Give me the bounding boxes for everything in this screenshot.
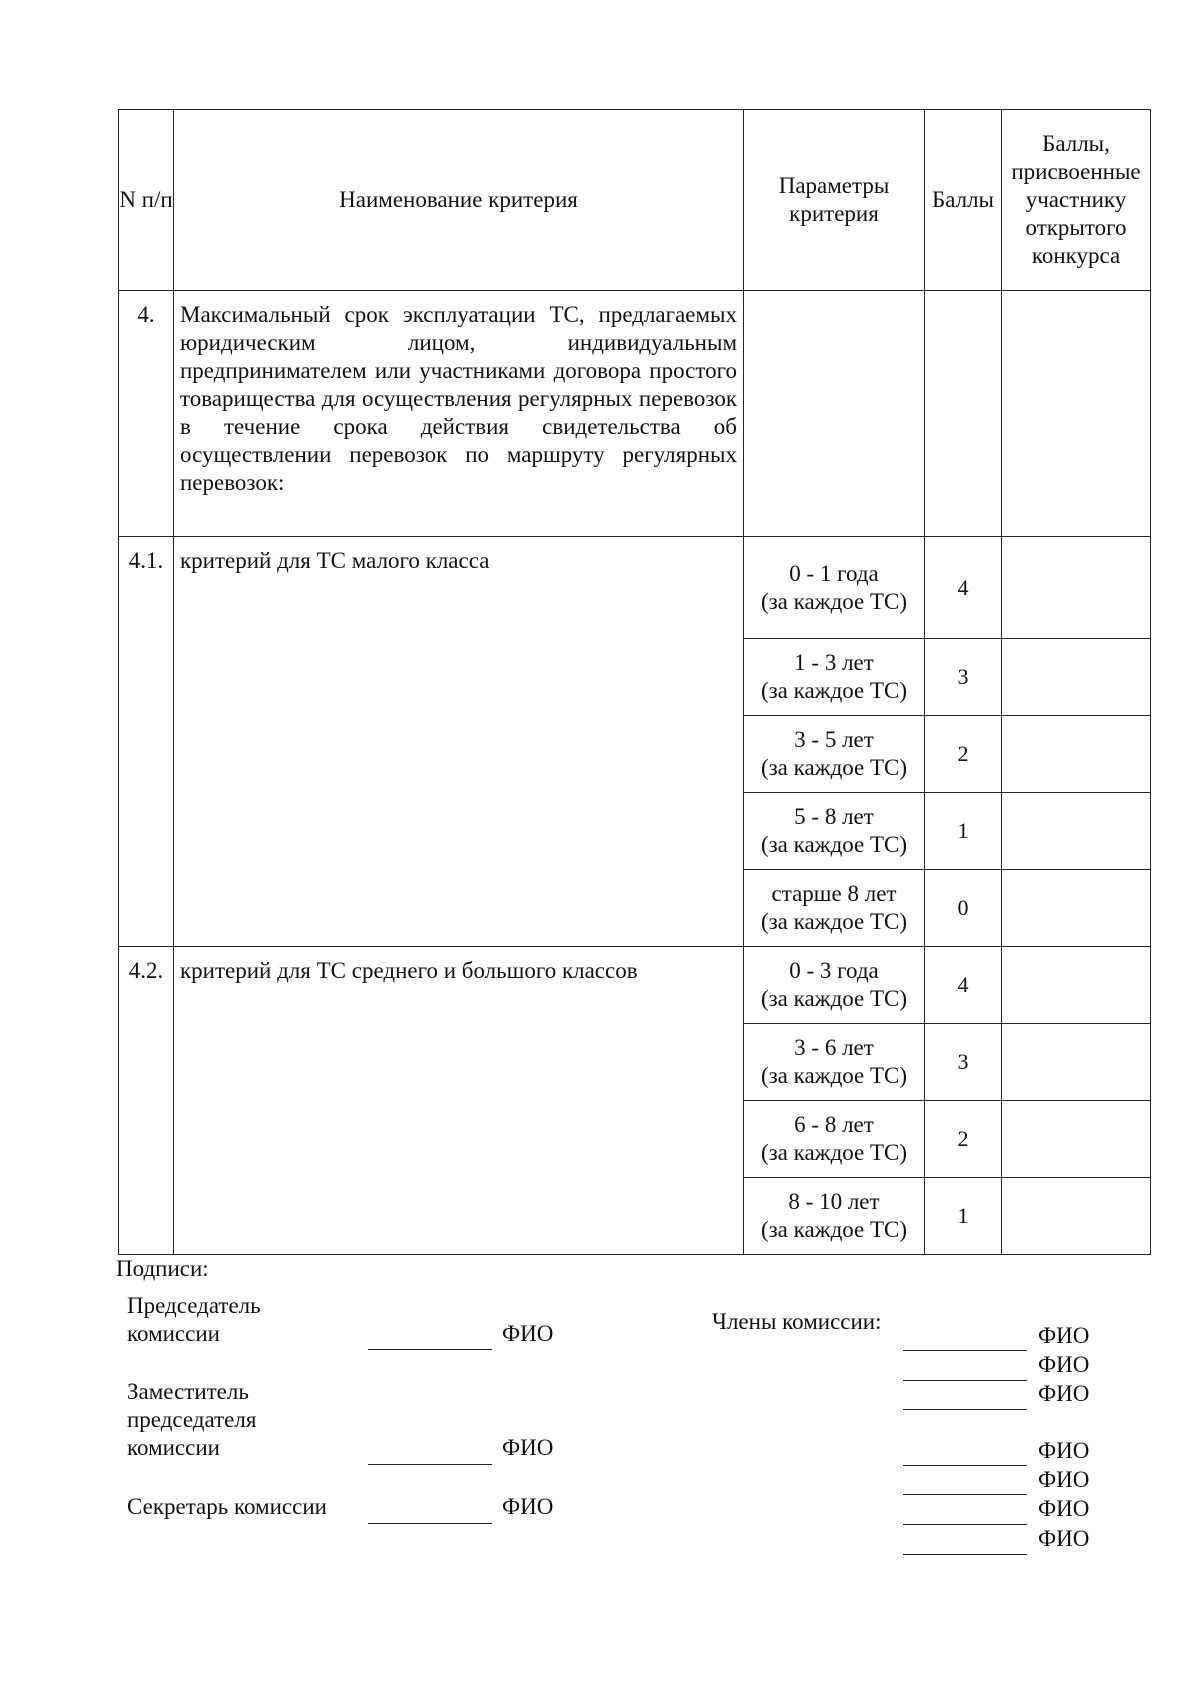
criterion-name: критерий для ТС среднего и большого классов xyxy=(174,947,744,1255)
member-fio: ФИО xyxy=(1038,1438,1090,1463)
param-note: (за каждое ТС) xyxy=(760,986,908,1011)
score-cell: 2 xyxy=(925,716,1002,793)
score-cell: 4 xyxy=(925,947,1002,1024)
param-note: (за каждое ТС) xyxy=(760,1063,908,1088)
param-range: старше 8 лет xyxy=(771,881,897,906)
deputy-fio: ФИО xyxy=(502,1435,554,1460)
param-note: (за каждое ТС) xyxy=(760,1217,908,1242)
member-fio: ФИО xyxy=(1038,1381,1090,1406)
header-assigned: Баллы, присвоенные участнику открытого конкурса xyxy=(1002,110,1151,291)
criterion-number: 4. xyxy=(119,291,174,537)
score-cell: 3 xyxy=(925,639,1002,716)
param-range: 5 - 8 лет xyxy=(794,804,874,829)
chairman-signature-line[interactable] xyxy=(368,1349,492,1350)
deputy-label-line3: комиссии xyxy=(127,1435,220,1460)
score-cell: 2 xyxy=(925,1101,1002,1178)
secretary-label: Секретарь комиссии xyxy=(127,1494,327,1519)
member-fio: ФИО xyxy=(1038,1352,1090,1377)
param-range: 0 - 1 года xyxy=(789,560,879,586)
param-note: (за каждое ТС) xyxy=(760,755,908,780)
param-range: 1 - 3 лет xyxy=(794,650,874,675)
chairman-label-line2: комиссии xyxy=(127,1321,220,1346)
score-cell: 1 xyxy=(925,1178,1002,1255)
member-signature-line[interactable] xyxy=(903,1350,1027,1351)
param-note: (за каждое ТС) xyxy=(760,588,908,614)
score-cell: 1 xyxy=(925,793,1002,870)
chairman-label-line1: Председатель xyxy=(127,1293,261,1318)
header-num: N п/п xyxy=(119,110,174,291)
member-signature-line[interactable] xyxy=(903,1554,1027,1555)
header-score: Баллы xyxy=(925,110,1002,291)
member-signature-line[interactable] xyxy=(903,1524,1027,1525)
param-note: (за каждое ТС) xyxy=(760,909,908,934)
chairman-fio: ФИО xyxy=(502,1321,554,1346)
score-cell: 0 xyxy=(925,870,1002,947)
deputy-label-line2: председателя xyxy=(127,1407,257,1432)
criterion-name: критерий для ТС малого класса xyxy=(174,537,744,947)
deputy-label-line1: Заместитель xyxy=(127,1379,249,1404)
param-range: 6 - 8 лет xyxy=(794,1112,874,1137)
criterion-number: 4.2. xyxy=(119,947,174,1255)
member-fio: ФИО xyxy=(1038,1526,1090,1551)
member-signature-line[interactable] xyxy=(903,1465,1027,1466)
score-cell: 4 xyxy=(925,537,1002,639)
param-range: 0 - 3 года xyxy=(789,958,879,983)
secretary-fio: ФИО xyxy=(502,1494,554,1519)
member-signature-line[interactable] xyxy=(903,1494,1027,1495)
member-fio: ФИО xyxy=(1038,1323,1090,1348)
members-label: Члены комиссии: xyxy=(712,1309,882,1334)
deputy-signature-line[interactable] xyxy=(368,1464,492,1465)
member-fio: ФИО xyxy=(1038,1467,1090,1492)
signatures-heading: Подписи: xyxy=(116,1256,209,1281)
param-note: (за каждое ТС) xyxy=(760,1140,908,1165)
member-signature-line[interactable] xyxy=(903,1380,1027,1381)
secretary-signature-line[interactable] xyxy=(368,1523,492,1524)
criterion-name: Максимальный срок эксплуатации ТС, предлагаемых юридическим лицом, индивидуальным предпринимателем или участниками договора простого товарищества для осуществления регулярных перевозок в течение срока действия свидетельства об осуществлении перевозок по маршруту регулярных перевозок: xyxy=(174,291,744,537)
member-fio: ФИО xyxy=(1038,1496,1090,1521)
param-range: 3 - 5 лет xyxy=(794,727,874,752)
score-cell: 3 xyxy=(925,1024,1002,1101)
criterion-number: 4.1. xyxy=(119,537,174,947)
header-name: Наименование критерия xyxy=(174,110,744,291)
param-note: (за каждое ТС) xyxy=(760,832,908,857)
param-range: 3 - 6 лет xyxy=(794,1035,874,1060)
header-params: Параметры критерия xyxy=(744,110,925,291)
param-note: (за каждое ТС) xyxy=(760,678,908,703)
member-signature-line[interactable] xyxy=(903,1409,1027,1410)
param-range: 8 - 10 лет xyxy=(788,1189,880,1214)
